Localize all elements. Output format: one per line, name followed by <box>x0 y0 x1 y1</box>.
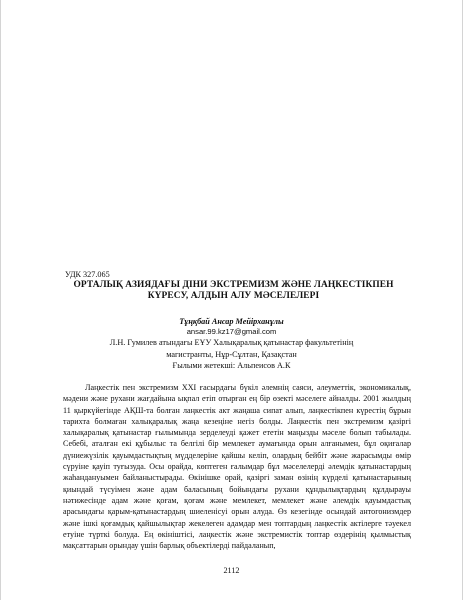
scientific-supervisor: Ғылыми жетекші: Альпеисов А.К <box>172 361 291 370</box>
document-page <box>1 0 462 600</box>
page-number: 2112 <box>223 566 240 575</box>
body-text <box>63 382 411 551</box>
author-affiliation-line-2: магистранты, Нұр-Сұлтан, Қазақстан <box>166 350 297 359</box>
paper-title: ОРТАЛЫҚ АЗИЯДАҒЫ ДІНИ ЭКСТРЕМИЗМ ЖӘНЕ ЛАҢКЕСТІКПЕН КҮРЕСУ, АЛДЫН АЛУ МӘСЕЛЕЛЕРІ <box>73 280 394 301</box>
udc-code: УДК 327.065 <box>65 270 110 279</box>
author-email: ansar.99.kz17@gmail.com <box>186 327 277 336</box>
author-name: Тұңқбай Ансар Мейірханұлы <box>179 317 284 326</box>
body-paragraph: Лаңкестік пен экстремизм XXI ғасырдағы бүкіл әлемнің саяси, әлеуметтік, экономикалық, мәдени және рухани жағдайына ықпал етіп отырған ең бір өзекті мәселеге айналды. 2001 жылдың 11 қыркүйегінде АҚШ-та болған лаңкестік акт жаңаша сипат алып, лаңкестікпен күрестің бұрын тарихта болмаған халықаралық жаңа кезеңіне негіз болды. Лаңкестік пен экстремизм қазіргі халықаралық қатынастар ғылымында зерделеуді қажет ететін маңызды мәселе болып табылады. Себебі, аталған екі құбылыс та белгілі бір мемлекет аумағында орын алғанымен, бұл оқиғалар дүниежүзілік қауымдастықтың мүдделеріне қайшы келіп, олардың бейбіт және жарасымды өмір сүруіне қауіп туғызуда. Осы орайда, көптеген ғалымдар бұл мәселелерді әлемдік қатынастардың жаһандануымен байланыстырады. Өкінішке орай, қазіргі заман өзінің күрделі қатынастарының қиындай түсуімен және адам баласының бойындағы рухани құндылықтардың құлдырауы нәтижесінде адам және қоғам, қоғам және мемлекет, мемлекет және әлемдік қауымдастық арасындағы қарым-қатынастардың шиеленісуі орын алуда. Өз кезегінде осындай антогонизмдер және ішкі қоғамдық қайшылықтар жекелеген адамдар мен топтардың лаңкестік актілерге тәуекел етуіне түрткі болуда. Ең өкініштісі, лаңкестік және экстремистік топтар өздерінің қылмыстық мақсаттарын орындау үшін барлық объектілерді пайдаланып, <box>63 383 411 551</box>
author-affiliation-line-1: Л.Н. Гумилев атындағы ЕҰУ Халықаралық қатынастар факультетінің <box>109 338 354 347</box>
